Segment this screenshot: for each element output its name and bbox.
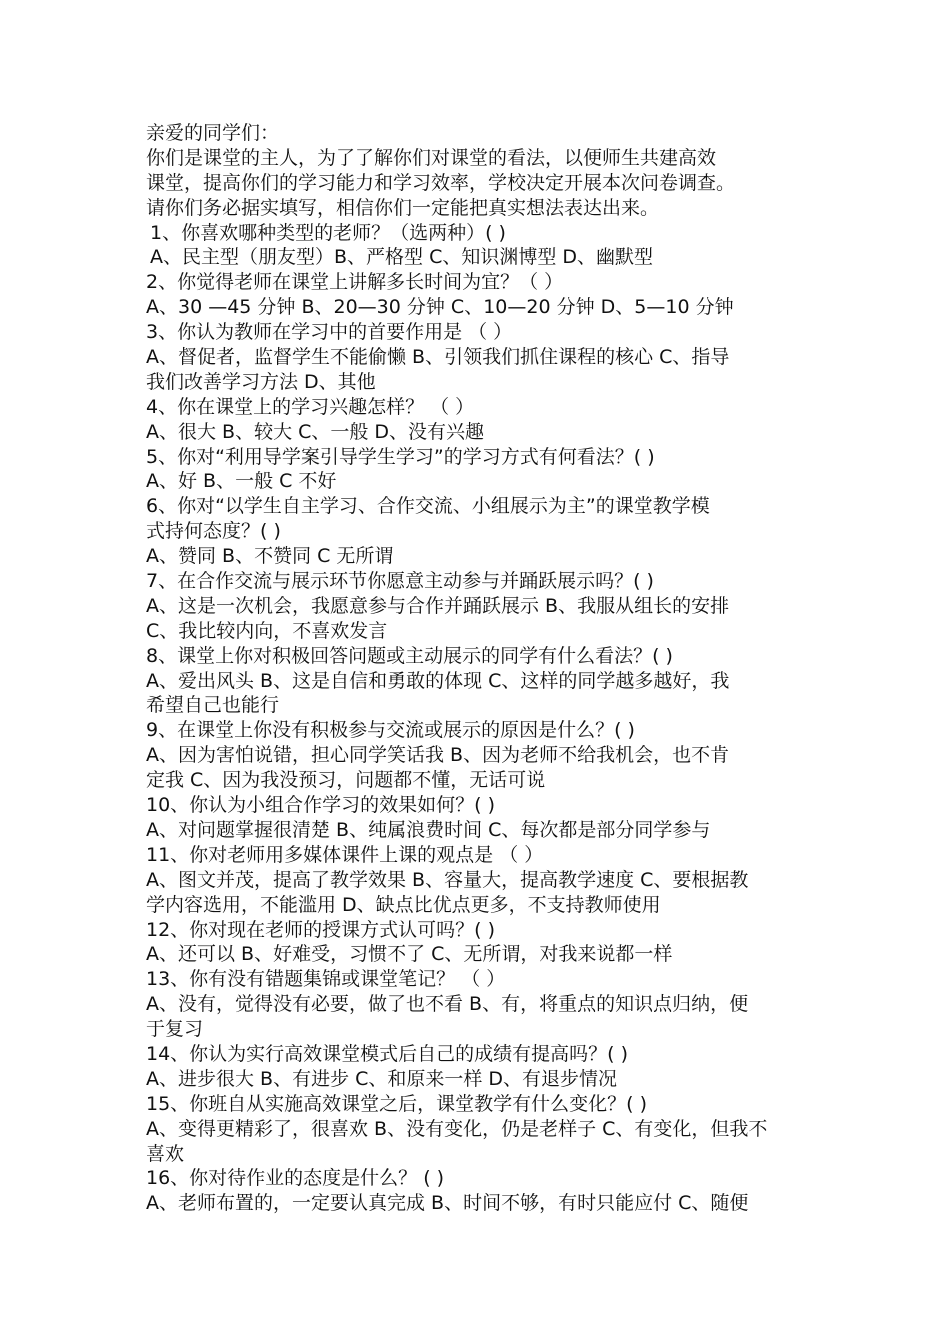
- question-12: 12、你对现在老师的授课方式认可吗？( ): [146, 918, 496, 941]
- greeting-line: 亲爱的同学们：: [146, 122, 280, 144]
- question-3-options: A、督促者，监督学生不能偷懒 B、引领我们抓住课程的核心 C、指导: [146, 346, 730, 369]
- question-11-options-cont: 学内容选用，不能滥用 D、缺点比优点更多，不支持教师使用: [146, 893, 661, 916]
- question-9-options: A、因为害怕说错，担心同学笑话我 B、因为老师不给我机会，也不肯: [146, 744, 730, 767]
- question-16: 16、你对待作业的态度是什么？ ( ): [146, 1167, 445, 1190]
- question-6-cont: 式持何态度？( ): [146, 520, 281, 543]
- question-5-options: A、好 B、一般 C 不好: [146, 470, 337, 493]
- question-13-options: A、没有，觉得没有必要，做了也不看 B、有，将重点的知识点归纳，便: [146, 993, 749, 1016]
- question-14-options: A、进步很大 B、有进步 C、和原来一样 D、有退步情况: [146, 1067, 618, 1090]
- question-7: 7、在合作交流与展示环节你愿意主动参与并踊跃展示吗？( ): [146, 570, 654, 593]
- question-8-options-cont: 希望自己也能行: [146, 694, 280, 717]
- question-7-options-cont: C、我比较内向，不喜欢发言: [146, 619, 388, 642]
- question-3: 3、你认为教师在学习中的首要作用是 （ ）: [146, 321, 513, 344]
- question-13: 13、你有没有错题集锦或课堂笔记？ （ ）: [146, 968, 506, 991]
- question-16-options: A、老师布置的，一定要认真完成 B、时间不够，有时只能应付 C、随便: [146, 1192, 749, 1215]
- question-5: 5、你对“利用导学案引导学生学习”的学习方式有何看法？( ): [146, 445, 655, 468]
- question-2: 2、你觉得老师在课堂上讲解多长时间为宜？（ ）: [146, 271, 564, 294]
- question-11-options: A、图文并茂，提高了教学效果 B、容量大，提高教学速度 C、要根据教: [146, 868, 749, 891]
- question-3-options-cont: 我们改善学习方法 D、其他: [146, 370, 376, 393]
- question-15-options-cont: 喜欢: [146, 1142, 185, 1165]
- question-9: 9、在课堂上你没有积极参与交流或展示的原因是什么？( ): [146, 719, 635, 742]
- question-12-options: A、还可以 B、好难受，习惯不了 C、无所谓，对我来说都一样: [146, 943, 673, 966]
- question-2-options: A、30 —45 分钟 B、20—30 分钟 C、10—20 分钟 D、5—10 分钟: [146, 296, 734, 319]
- question-13-options-cont: 于复习: [146, 1018, 204, 1041]
- question-4-options: A、很大 B、较大 C、一般 D、没有兴趣: [146, 420, 485, 443]
- question-11: 11、你对老师用多媒体课件上课的观点是 （ ）: [146, 843, 544, 866]
- intro-line-3: 请你们务必据实填写，相信你们一定能把真实想法表达出来。: [146, 196, 660, 219]
- question-8: 8、课堂上你对积极回答问题或主动展示的同学有什么看法？( ): [146, 644, 673, 667]
- questionnaire-text: [146, 121, 816, 1216]
- question-4: 4、你在课堂上的学习兴趣怎样？ （ ）: [146, 395, 475, 418]
- question-9-options-cont: 定我 C、因为我没预习，问题都不懂，无话可说: [146, 769, 546, 792]
- question-10: 10、你认为小组合作学习的效果如何？( ): [146, 794, 496, 817]
- question-8-options: A、爱出风头 B、这是自信和勇敢的体现 C、这样的同学越多越好，我: [146, 669, 730, 692]
- question-15-options: A、变得更精彩了，很喜欢 B、没有变化，仍是老样子 C、有变化，但我不: [146, 1117, 768, 1140]
- question-6: 6、你对“以学生自主学习、合作交流、小组展示为主”的课堂教学模: [146, 495, 710, 518]
- intro-line-1: 你们是课堂的主人，为了了解你们对课堂的看法，以便师生共建高效: [146, 146, 717, 169]
- question-1: 1、你喜欢哪种类型的老师？（选两种）( ): [150, 221, 506, 244]
- question-10-options: A、对问题掌握很清楚 B、纯属浪费时间 C、每次都是部分同学参与: [146, 818, 711, 841]
- question-14: 14、你认为实行高效课堂模式后自己的成绩有提高吗？( ): [146, 1042, 629, 1065]
- question-15: 15、你班自从实施高效课堂之后，课堂教学有什么变化？( ): [146, 1092, 648, 1115]
- question-1-options: A、民主型（朋友型）B、严格型 C、知识渊博型 D、幽默型: [150, 246, 654, 269]
- intro-line-2: 课堂，提高你们的学习能力和学习效率，学校决定开展本次问卷调查。: [146, 171, 736, 194]
- question-6-options: A、赞同 B、不赞同 C 无所谓: [146, 545, 394, 568]
- question-7-options: A、这是一次机会，我愿意参与合作并踊跃展示 B、我服从组长的安排: [146, 594, 730, 617]
